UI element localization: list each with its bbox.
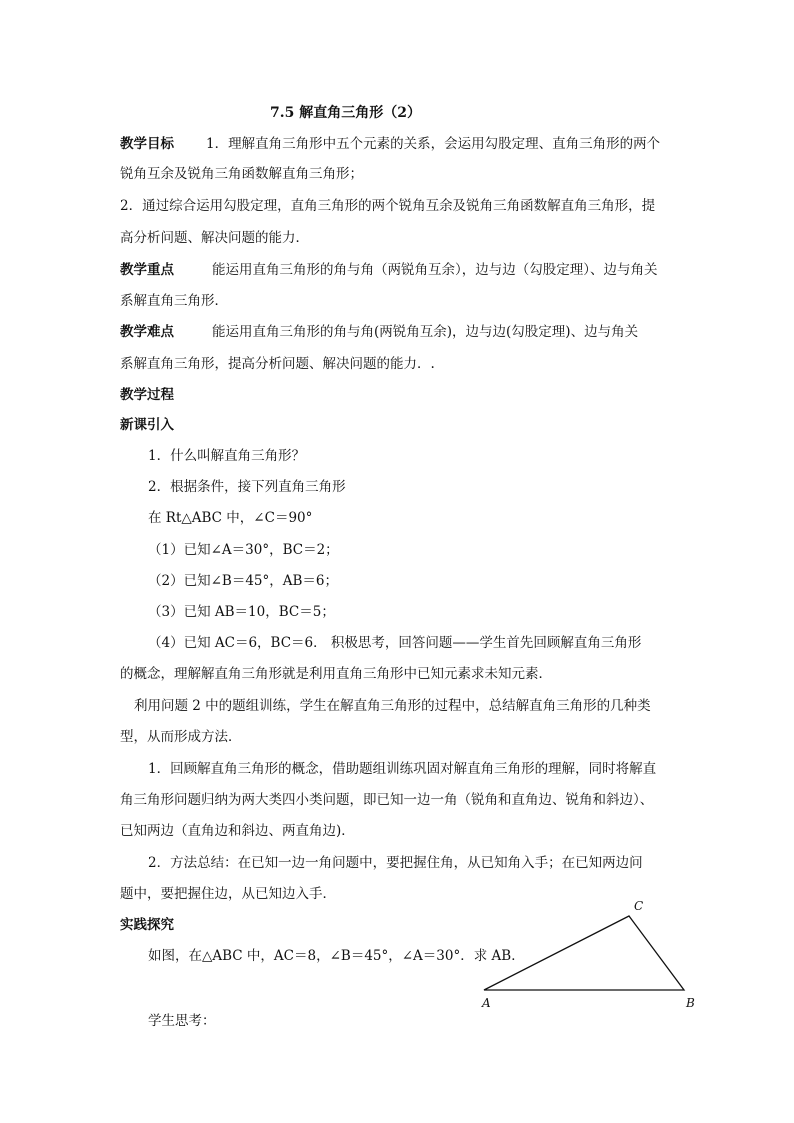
difficulties-line1: 能运用直角三角形的角与角(两锐角互余)，边与边(勾股定理)、边与角关 [212, 324, 639, 340]
difficulties-line2: 系解直角三角形，提高分析问题、解决问题的能力．. [120, 356, 435, 372]
page-title: 7.5 解直角三角形（2） [270, 105, 421, 121]
case-4: （4）已知 AC＝6，BC＝6． 积极思考，回答问题——学生首先回顾解直角三角形 [148, 635, 642, 651]
triangle-figure [474, 890, 714, 1020]
question-2: 2．根据条件，接下列直角三角形 [148, 479, 346, 495]
practice-heading: 实践探究 [120, 917, 174, 933]
review-1-line2: 角三角形问题归纳为两大类四小类问题，即已知一边一角（锐角和直角边、锐角和斜边）、 [120, 792, 654, 808]
review-1-line3: 已知两边（直角边和斜边、两直角边)． [120, 823, 355, 839]
vertex-c-label: C [634, 899, 644, 913]
key-points-line2: 系解直角三角形． [120, 293, 228, 309]
review-1-line1: 1．回顾解直角三角形的概念，借助题组训练巩固对解直角三角形的理解，同时将解直 [148, 761, 657, 777]
case-3: （3）已知 AB＝10，BC＝5； [148, 604, 335, 620]
vertex-b-label: B [686, 996, 695, 1010]
goals-item1-line1: 1．理解直角三角形中五个元素的关系，会运用勾股定理、直角三角形的两个 [206, 136, 661, 152]
triangle-abc [484, 916, 684, 990]
vertex-a-label: A [482, 996, 491, 1010]
intro-heading: 新课引入 [120, 417, 174, 433]
practice-problem: 如图，在△ABC 中，AC＝8，∠B＝45°，∠A＝30°．求 AB． [148, 948, 525, 964]
student-thinking: 学生思考： [148, 1013, 216, 1029]
goals-item1-line2: 锐角互余及锐角三角函数解直角三角形； [120, 166, 363, 182]
goals-item2-line2: 高分析问题、解决问题的能力． [120, 230, 309, 246]
case-2: （2）已知∠B＝45°，AB＝6； [148, 573, 339, 589]
process-heading: 教学过程 [120, 387, 174, 403]
review-2-line1: 2．方法总结：在已知一边一角问题中，要把握住角，从已知角入手；在已知两边问 [148, 855, 643, 871]
question-1: 1．什么叫解直角三角形？ [148, 448, 306, 464]
goals-heading: 教学目标 [120, 136, 174, 152]
review-2-line2: 题中，要把握住边，从已知边入手． [120, 886, 336, 902]
goals-item2-line1: 2．通过综合运用勾股定理，直角三角形的两个锐角互余及锐角三角函数解直角三角形，提 [120, 198, 656, 214]
key-points-heading: 教学重点 [120, 262, 174, 278]
paragraph-1-line2: 型，从而形成方法． [120, 729, 242, 745]
setup-condition: 在 Rt△ABC 中，∠C＝90° [148, 510, 313, 526]
paragraph-1-line1: 利用问题 2 中的题组训练，学生在解直角三角形的过程中，总结解直角三角形的几种类 [134, 698, 651, 714]
difficulties-heading: 教学难点 [120, 324, 174, 340]
case-1: （1）已知∠A＝30°，BC＝2； [148, 542, 339, 558]
case-4-continued: 的概念，理解解直角三角形就是利用直角三角形中已知元素求未知元素． [120, 666, 552, 682]
key-points-line1: 能运用直角三角形的角与角（两锐角互余），边与边（勾股定理）、边与角关 [212, 262, 658, 278]
